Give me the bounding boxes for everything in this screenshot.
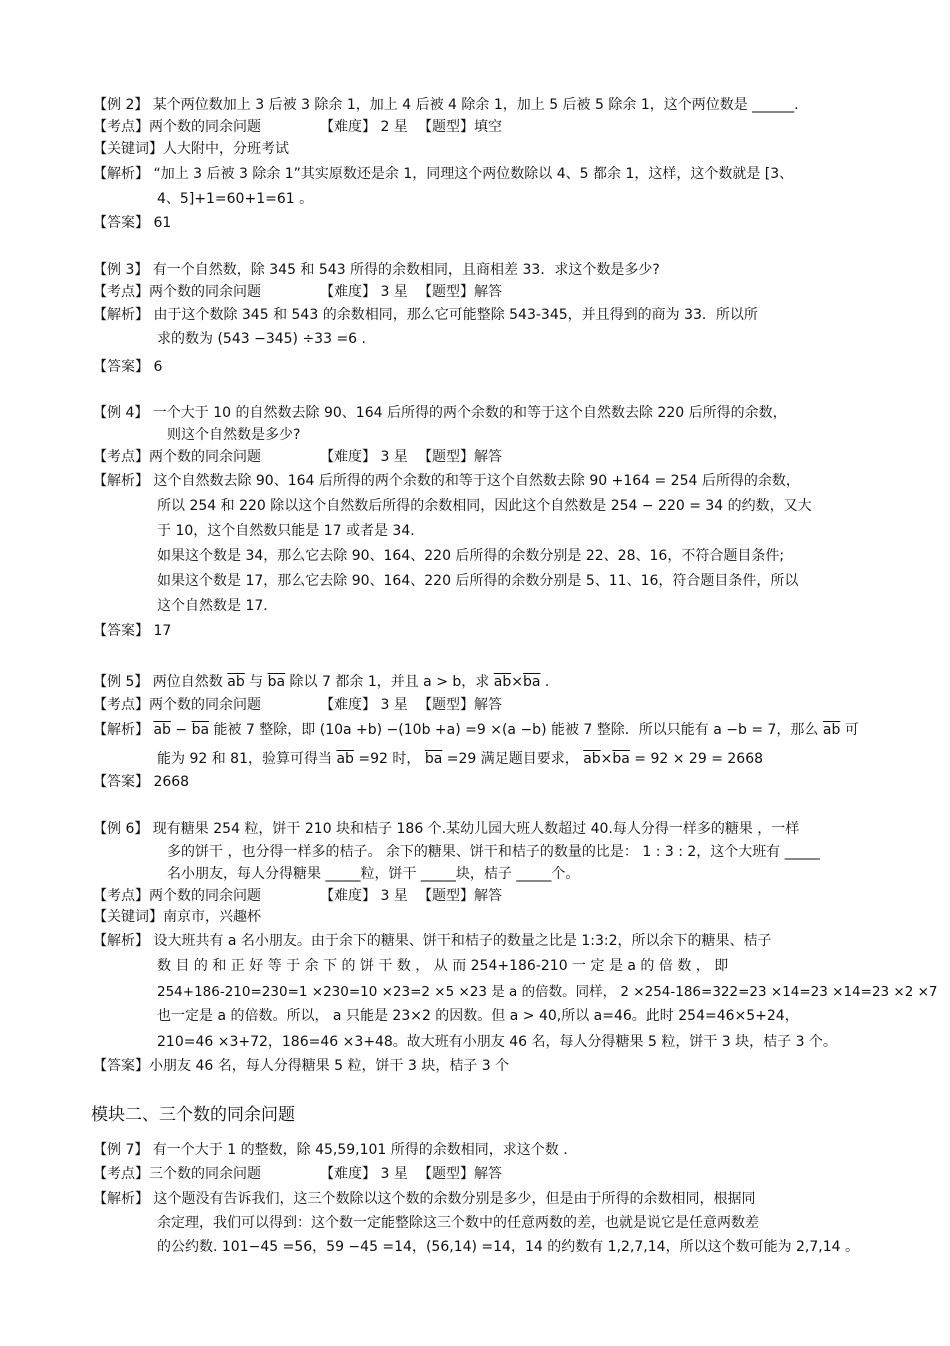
ex6-analysis-5: 210=46 ×3+72，186=46 ×3+48。故大班有小朋友 46 名，每人分得糖果 5 粒，饼干 3 块，桔子 3 个。 (157, 1034, 837, 1050)
ex5-q-end: . (540, 674, 550, 690)
ex3-analysis-1: 【解析】 由于这个数除 345 和 543 的余数相同，那么它可能整除 543-345，并且得到的商为 33．所以所 (93, 307, 758, 323)
ex5-kaodian: 【考点】两个数的同余问题 (93, 697, 261, 713)
ex3-analysis-2: 求的数为 (543 −345) ÷33 =6 . (157, 331, 366, 347)
overline-ab: $\overline{ab}$ (493, 674, 512, 690)
ex3-question: 【例 3】 有一个自然数，除 345 和 543 所得的余数相同，且商相差 33．求这个数是多少? (93, 262, 660, 278)
ex5-tixing: 【题型】解答 (418, 697, 502, 713)
ex5-jx2-pre: 能为 92 和 81，验算可得当 (157, 751, 337, 767)
ex4-analysis-6: 这个自然数是 17. (157, 598, 268, 614)
ex6-answer: 【答案】小朋友 46 名，每人分得糖果 5 粒，饼干 3 块，桔子 3 个 (93, 1058, 510, 1074)
ex7-analysis-1: 【解析】 这个题没有告诉我们，这三个数除以这个数的余数分别是多少，但是由于所得的余数相同，根据同 (93, 1191, 756, 1207)
ex6-tixing: 【题型】解答 (418, 888, 502, 904)
ex7-kaodian: 【考点】三个数的同余问题 (93, 1166, 261, 1182)
overline-ba: $\overline{ba}$ (191, 722, 210, 738)
overline-ba: $\overline{ba}$ (612, 751, 630, 767)
overline-ba: $\overline{ba}$ (267, 674, 286, 690)
ex2-tixing: 【题型】填空 (418, 119, 502, 135)
ex4-question-2: 则这个自然数是多少? (167, 427, 301, 443)
ex5-q-pre: 【例 5】 两位自然数 (93, 674, 228, 690)
ex4-analysis-2: 所以 254 和 220 除以这个自然数后所得的余数相同，因此这个自然数是 254 − 220 = 34 的约数，又大 (157, 498, 812, 514)
ex5-nandu: 【难度】 3 星 (320, 697, 408, 713)
ex4-analysis-1: 【解析】 这个自然数去除 90、164 后所得的两个余数的和等于这个自然数去除 90 +164 = 254 后所得的余数， (93, 473, 800, 489)
ex4-analysis-5: 如果这个数是 17，那么它去除 90、164、220 后所得的余数分别是 5、11、16，符合题目条件，所以 (157, 573, 799, 589)
ex6-question-2: 多的饼干 ，也分得一样多的桔子。 余下的糖果、饼干和桔子的数量的比是： 1 : 3 : 2，这个大班有 _____ (167, 844, 820, 860)
ex5-q-mid2: 除以 7 都余 1，并且 a > b，求 (285, 674, 494, 690)
overline-ab: $\overline{ab}$ (822, 722, 841, 738)
ex5-question (93, 673, 549, 691)
ex4-analysis-4: 如果这个数是 34，那么它去除 90、164、220 后所得的余数分别是 22、28、16，不符合题目条件; (157, 548, 785, 564)
ex5-jx1-pre: 【解析】 (93, 722, 154, 738)
minus-sign: − (170, 722, 192, 738)
ex5-jx1-end: 可 (840, 722, 859, 738)
ex5-analysis-2 (157, 750, 763, 768)
ex2-nandu: 【难度】 2 星 (320, 119, 408, 135)
ex6-analysis-4: 也一定是 a 的倍数。所以， a 只能是 23×2 的因数。但 a > 40,所以 a=46。此时 254=46×5+24， (157, 1008, 799, 1024)
ex5-analysis-1 (93, 721, 859, 739)
overline-ba: $\overline{ba}$ (424, 751, 443, 767)
overline-ab: $\overline{ab}$ (336, 751, 354, 767)
ex3-tixing: 【题型】解答 (418, 284, 502, 300)
module-heading: 模块二、三个数的同余问题 (91, 1105, 295, 1125)
ex4-nandu: 【难度】 3 星 (320, 449, 408, 465)
ex6-question-1: 【例 6】 现有糖果 254 粒，饼干 210 块和桔子 186 个.某幼儿园大班人数超过 40.每人分得一样多的糖果 ，一样 (93, 821, 800, 837)
ex2-analysis-2: 4、5]+1=60+1=61 。 (157, 191, 314, 207)
times-sign: × (511, 674, 523, 690)
overline-ab: $\overline{ab}$ (153, 722, 171, 738)
ex6-question-3: 名小朋友，每人分得糖果 _____粒，饼干 _____块，桔子 _____个。 (167, 866, 580, 882)
ex6-analysis-3: 254+186-210=230=1 ×230=10 ×23=2 ×5 ×23 是 a 的倍数。同样， 2 ×254-186=322=23 ×14=23 ×14=23 ×2 ×7 (157, 984, 938, 1000)
ex5-jx2-mid2: =29 满足题目要求， (442, 751, 584, 767)
ex6-nandu: 【难度】 3 星 (320, 888, 408, 904)
ex7-analysis-3: 的公约数. 101−45 =56，59 −45 =14，(56,14) =14，14 的约数有 1,2,7,14，所以这个数可能为 2,7,14 。 (157, 1239, 859, 1255)
ex3-kaodian: 【考点】两个数的同余问题 (93, 284, 261, 300)
ex4-tixing: 【题型】解答 (418, 449, 502, 465)
ex6-analysis-2: 数 目 的 和 正 好 等 于 余 下 的 饼 干 数 ， 从 而 254+186-210 一 定 是 a 的 倍 数 ， 即 (157, 958, 729, 974)
ex6-kaodian: 【考点】两个数的同余问题 (93, 888, 261, 904)
ex5-jx2-mid1: =92 时， (353, 751, 425, 767)
ex7-nandu: 【难度】 3 星 (320, 1166, 408, 1182)
overline-ab: $\overline{ab}$ (227, 674, 245, 690)
overline-ba: $\overline{ba}$ (522, 674, 541, 690)
ex7-tixing: 【题型】解答 (418, 1166, 502, 1182)
ex3-answer: 【答案】 6 (93, 359, 163, 375)
ex7-question: 【例 7】 有一个大于 1 的整数，除 45,59,101 所得的余数相同，求这个数 . (93, 1142, 568, 1158)
ex6-keywords: 【关键词】南京市，兴趣杯 (93, 909, 261, 925)
ex7-analysis-2: 余定理，我们可以得到：这个数一定能整除这三个数中的任意两数的差，也就是说它是任意两数差 (157, 1215, 759, 1231)
ex4-kaodian: 【考点】两个数的同余问题 (93, 449, 261, 465)
ex2-answer: 【答案】 61 (93, 215, 172, 231)
ex4-question-1: 【例 4】 一个大于 10 的自然数去除 90、164 后所得的两个余数的和等于这个自然数去除 220 后所得的余数， (93, 405, 787, 421)
ex5-jx1-mid: 能被 7 整除，即 (10a +b) −(10b +a) =9 ×(a −b) 能被 7 整除．所以只能有 a −b = 7，那么 (209, 722, 823, 738)
ex3-nandu: 【难度】 3 星 (320, 284, 408, 300)
ex5-jx2-end: = 92 × 29 = 2668 (629, 751, 764, 767)
times-sign: × (600, 751, 613, 767)
ex4-answer: 【答案】 17 (93, 623, 172, 639)
overline-ab: $\overline{ab}$ (583, 751, 601, 767)
ex2-kaodian: 【考点】两个数的同余问题 (93, 119, 261, 135)
ex6-analysis-1: 【解析】 设大班共有 a 名小朋友。由于余下的糖果、饼干和桔子的数量之比是 1:3:2，所以余下的糖果、桔子 (93, 933, 772, 949)
ex4-analysis-3: 于 10，这个自然数只能是 17 或者是 34. (157, 523, 415, 539)
ex2-keywords: 【关键词】人大附中，分班考试 (93, 141, 289, 157)
ex2-question: 【例 2】 某个两位数加上 3 后被 3 除余 1，加上 4 后被 4 除余 1，加上 5 后被 5 除余 1，这个两位数是 ______. (93, 97, 799, 113)
ex2-analysis-1: 【解析】 “加上 3 后被 3 除余 1”其实原数还是余 1，同理这个两位数除以 4、5 都余 1，这样，这个数就是 [3、 (93, 166, 794, 182)
ex5-answer: 【答案】 2668 (93, 774, 190, 790)
ex5-q-mid1: 与 (244, 674, 268, 690)
